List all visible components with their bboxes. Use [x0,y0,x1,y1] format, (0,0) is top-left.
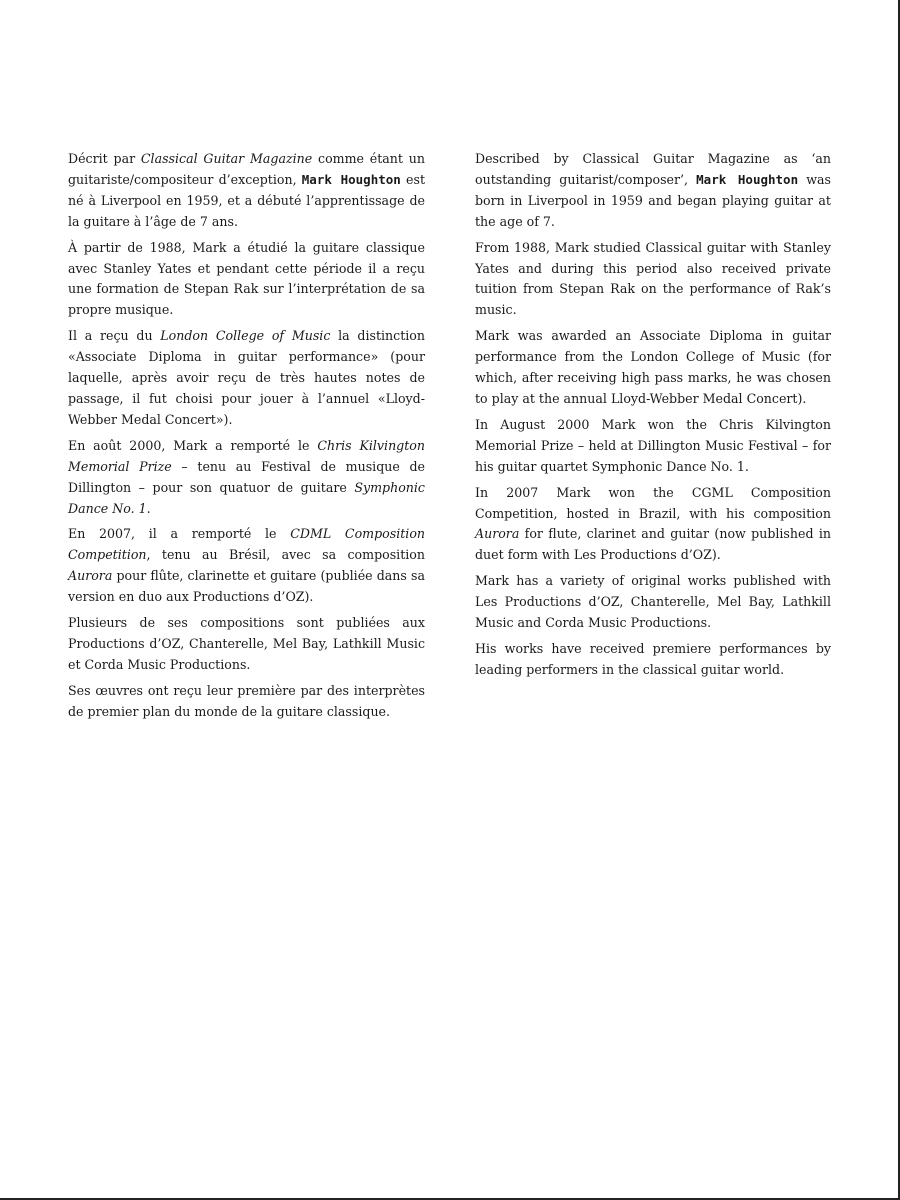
fr-p5-text-a: En 2007, il a remporté le [68,526,291,542]
fr-paragraph-studies: À partir de 1988, Mark a étudié la guitare classique avec Stanley Yates et pendant cette période il a reçu une formation de Stepan Rak sur l’interprétation de sa propre musique. [68,239,425,318]
fr-paragraph-premieres: Ses œuvres ont reçu leur première par des interprètes de premier plan du monde de la guitare classique. [68,682,425,719]
fr-p3-text-b: la distinction «Associate Diploma in guitar performance» (pour laquelle, après avoir reçu de très hautes notes de passage, il fut choisi pour jouer à l’annuel «Lloyd-Webber Medal Concert»). [68,328,425,427]
fr-magazine-title: Classical Guitar Magazine [140,151,313,166]
fr-paragraph-diploma [68,326,425,431]
fr-p5-text-c: pour flûte, clarinette et guitare (publiée dans sa version en duo aux Productions d’OZ). [68,568,425,605]
fr-paragraph-publishers: Plusieurs de ses compositions sont publiées aux Productions d’OZ, Chanterelle, Mel Bay, Lathkill Music et Corda Music Productions. [68,615,425,672]
en-p1-text-b: was born in Liverpool in 1959 and began playing guitar at the age of 7. [475,171,831,229]
fr-p3-text-a: Il a reçu du [68,328,161,344]
fr-competition-name: CDML Composition Competition [68,526,426,563]
en-paragraph-premieres: His works have received premiere performances by leading performers in the classical guitar world. [475,640,831,677]
en-paragraph-publishers: Mark has a variety of original works published with Les Productions d’OZ, Chanterelle, Mel Bay, Lathkill Music and Corda Music Productions. [475,573,831,631]
en-p5-text-b: for flute, clarinet and guitar (now published in duet form with Les Productions d’OZ). [475,526,831,563]
en-paragraph-competition [475,483,831,567]
fr-composer-name: Mark Houghton [301,171,401,187]
en-paragraph-diploma: Mark was awarded an Associate Diploma in guitar performance from the London College of Music (for which, after receiving high pass marks, he was chosen to play at the annual Lloyd-Webber Medal Concert). [475,328,831,406]
fr-work-aurora: Aurora [68,568,113,584]
english-biography-column [475,149,831,681]
en-p5-text-a: In 2007 Mark won the CGML Composition Competition, hosted in Brazil, with his composition [475,484,831,521]
fr-p1-text-b: comme étant un guitariste/compositeur d’exception, [68,151,426,187]
fr-p4-text-c: . [146,500,151,516]
en-paragraph-prize: In August 2000 Mark won the Chris Kilvington Memorial Prize – held at Dillington Music Festival – for his guitar quartet Symphonic Dance No. 1. [475,416,831,474]
fr-p5-text-b: , tenu au Brésil, avec sa composition [146,547,425,563]
fr-p4-text-a: En août 2000, Mark a remporté le [68,437,318,453]
en-work-aurora: Aurora [475,526,520,542]
en-paragraph-intro [475,149,831,233]
fr-p1-text-c: est né à Liverpool en 1959, et a débuté l’apprentissage de la guitare à l’âge de 7 ans. [68,171,426,229]
fr-paragraph-intro [68,149,425,233]
french-biography-column [68,149,425,723]
fr-paragraph-prize [68,436,425,520]
fr-college-name: London College of Music [160,328,331,344]
en-p1-text-a: Described by Classical Guitar Magazine as ‘an outstanding guitarist/composer’, [475,151,831,187]
en-composer-name: Mark Houghton [696,171,799,187]
fr-work-symphonic-dance: Symphonic Dance No. 1 [68,479,425,516]
fr-paragraph-competition [68,524,425,608]
fr-p4-text-b: – tenu au Festival de musique de Dillington – pour son quatuor de guitare [68,458,426,495]
fr-prize-name: Chris Kilvington Memorial Prize [68,437,426,474]
fr-p1-text-a: Décrit par [68,151,141,166]
en-paragraph-studies: From 1988, Mark studied Classical guitar with Stanley Yates and during this period also received private tuition from Stepan Rak on the performance of Rak’s music. [475,239,831,318]
